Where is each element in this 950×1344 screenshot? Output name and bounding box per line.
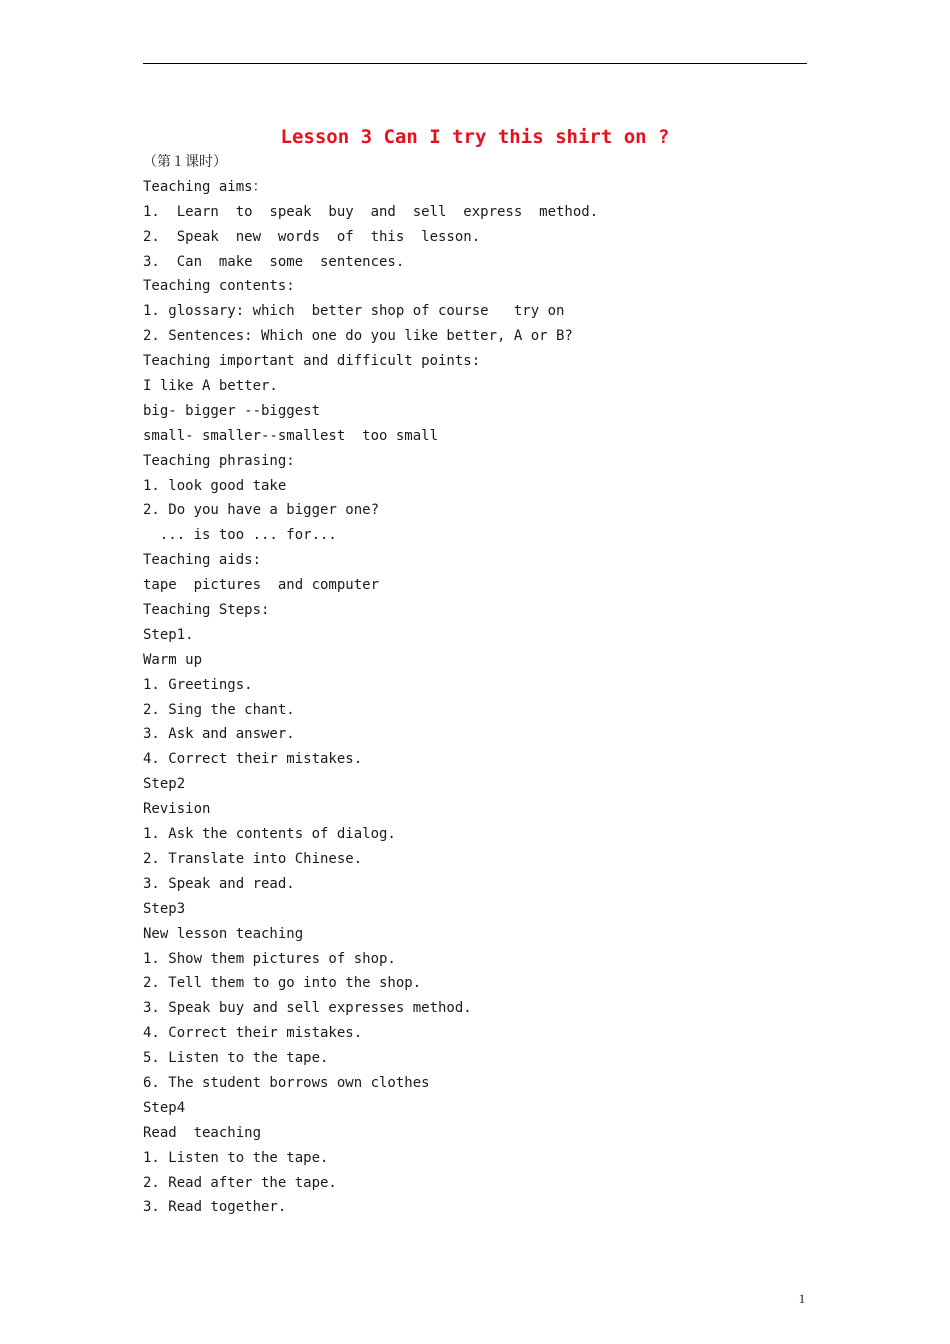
text-line: New lesson teaching xyxy=(143,925,304,942)
text-line: 3. Speak and read. xyxy=(143,875,295,892)
text-line: 2. Sing the chant. xyxy=(143,701,295,718)
text-line: 3. Ask and answer. xyxy=(143,726,295,743)
text-line: Revision xyxy=(143,801,211,818)
text-line: I like A better. xyxy=(143,378,278,395)
header-rule xyxy=(143,63,807,64)
text-line: 1. Listen to the tape. xyxy=(143,1149,329,1166)
text-line: 1. Greetings. xyxy=(143,676,253,693)
text-line: 1. look good take xyxy=(143,477,287,494)
text-line: ... is too ... for... xyxy=(143,527,337,544)
text-line: 3. Can make some sentences. xyxy=(143,253,405,270)
page-title: Lesson 3 Can I try this shirt on ? xyxy=(280,126,670,148)
text-line: 2. Tell them to go into the shop. xyxy=(143,975,422,992)
text-line: Teaching phrasing: xyxy=(143,452,295,469)
text-line: Step4 xyxy=(143,1099,186,1116)
text-line: Teaching aids: xyxy=(143,552,262,569)
text-line: small- smaller--smallest too small xyxy=(143,427,439,444)
text-line: 2. Sentences: Which one do you like better, A or B? xyxy=(143,328,573,345)
text-line: Step1. xyxy=(143,626,194,643)
text-line: 2. Speak new words of this lesson. xyxy=(143,228,481,245)
text-line: 3. Speak buy and sell expresses method. xyxy=(143,1000,472,1017)
text-line: 1. Show them pictures of shop. xyxy=(143,950,396,967)
text-line: 6. The student borrows own clothes xyxy=(143,1074,430,1091)
text-line: Warm up xyxy=(143,651,203,668)
text-line: Read teaching xyxy=(143,1124,262,1141)
text-line: 3. Read together. xyxy=(143,1199,287,1216)
document-body xyxy=(143,150,807,1220)
text-line: 1. glossary: which better shop of course try on xyxy=(143,303,565,320)
text-line: tape pictures and computer xyxy=(143,577,380,594)
text-line: 4. Correct their mistakes. xyxy=(143,1025,363,1042)
text-line: 1. Learn to speak buy and sell express method. xyxy=(143,203,599,220)
text-line: 5. Listen to the tape. xyxy=(143,1050,329,1067)
text-line: （第１课时） xyxy=(143,154,227,170)
text-line: Teaching aims： xyxy=(143,178,267,195)
text-line: Teaching Steps: xyxy=(143,602,270,619)
page-number: 1 xyxy=(798,1291,806,1306)
text-line: 2. Translate into Chinese. xyxy=(143,850,363,867)
text-line: Teaching important and difficult points: xyxy=(143,353,481,370)
text-line: Teaching contents: xyxy=(143,278,295,295)
text-line: Step2 xyxy=(143,776,186,793)
text-line: 1. Ask the contents of dialog. xyxy=(143,826,396,843)
text-line: 2. Read after the tape. xyxy=(143,1174,337,1191)
text-line: 4. Correct their mistakes. xyxy=(143,751,363,768)
text-line: Step3 xyxy=(143,900,186,917)
text-line: 2. Do you have a bigger one? xyxy=(143,502,380,519)
text-line: big- bigger --biggest xyxy=(143,402,321,419)
